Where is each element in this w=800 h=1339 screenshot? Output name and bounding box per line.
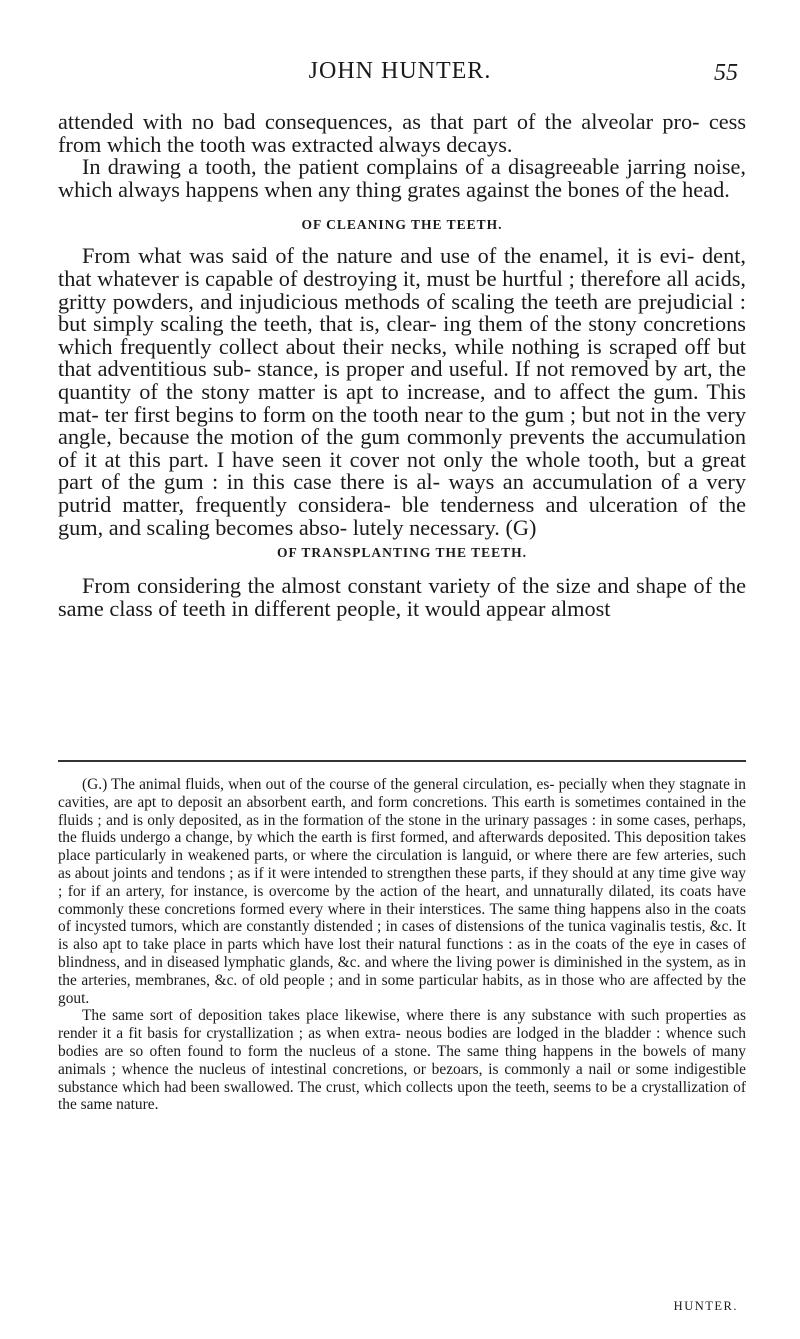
footnote-paragraph: The same sort of deposition takes place likewise, where there is any substance with such properties as render it a fit basis for crystallization ; as when extra- neous bodies are lodged in the bladder : whence such bodies are so often found to form the nucleus of a stone. The same thing happens in the bowels of many animals ; whence the nucleus of intestinal concretions, or bezoars, is commonly a nail or some indigestible substance which had been swallowed. The crust, which collects upon the teeth, seems to be a crystallization of the same nature. [58,1007,746,1114]
main-text [58,111,746,620]
paragraph: attended with no bad consequences, as that part of the alveolar pro- cess from which the tooth was extracted always decays. [58,109,746,157]
paragraph: In drawing a tooth, the patient complains of a disagreeable jarring noise, which always happens when any thing grates against the bones of the head. [58,154,746,202]
page-header [0,58,800,94]
section-heading: OF TRANSPLANTING THE TEETH. [276,545,528,561]
paragraph: From what was said of the nature and use of the enamel, it is evi- dent, that whatever is capable of destroying it, must be hurtful ; therefore all acids, gritty powders, and injudicious methods of scaling the teeth are prejudicial : but simply scaling the teeth, that is, clear- ing them of the stony concretions which frequently collect about their necks, while nothing is scraped off but that adventitious sub- stance, is proper and useful. If not removed by art, the quantity of the stony matter is apt to increase, and to affect the gum. This mat- ter first begins to form on the tooth near to the gum ; but not in the very angle, because the motion of the gum commonly prevents the accumulation of it at this part. I have seen it cover not only the whole tooth, but a great part of the gum : in this case there is al- ways an accumulation of a very putrid matter, frequently considera- ble tenderness and ulceration of the gum, and scaling becomes abso- lutely necessary. (G) [58,243,746,540]
paragraph: From considering the almost constant variety of the size and shape of the same class of teeth in different people, it would appear almost [58,573,746,621]
section-heading: OF CLEANING THE TEETH. [301,217,503,233]
running-head: JOHN HUNTER. [308,58,492,84]
footnote [58,776,746,1114]
page-number: 55 [714,60,738,86]
catchword: HUNTER. [673,1299,738,1313]
footnote-paragraph: (G.) The animal fluids, when out of the course of the general circulation, es- pecially when they stagnate in cavities, are apt to deposit an absorbent earth, and form concretions. This earth is sometimes contained in the fluids ; and is only deposited, as in the formation of the stone in the urinary passages : in some cases, perhaps, the fluids undergo a change, by which the earth is first formed, and afterwards deposited. This deposition takes place particularly in weakened parts, or where the circulation is languid, or where there are few arteries, such as about joints and tendons ; as if it were intended to strengthen these parts, if they should at any time give way ; for if an artery, for instance, is overcome by the action of the heart, and unnaturally dilated, its coats have commonly these concretions formed every where in their interstices. The same thing happens also in the coats of incysted tumors, which are constantly distended ; in cases of distensions of the tunica vaginalis testis, &c. It is also apt to take place in parts which have lost their natural functions : as in the coats of the eye in cases of blindness, and in diseased lymphatic glands, &c. and where the living power is diminished in the system, as in the arteries, membranes, &c. of old people ; and in some particular habits, as in those who are affected by the gout. [58,776,746,1007]
footnote-rule [58,760,746,762]
